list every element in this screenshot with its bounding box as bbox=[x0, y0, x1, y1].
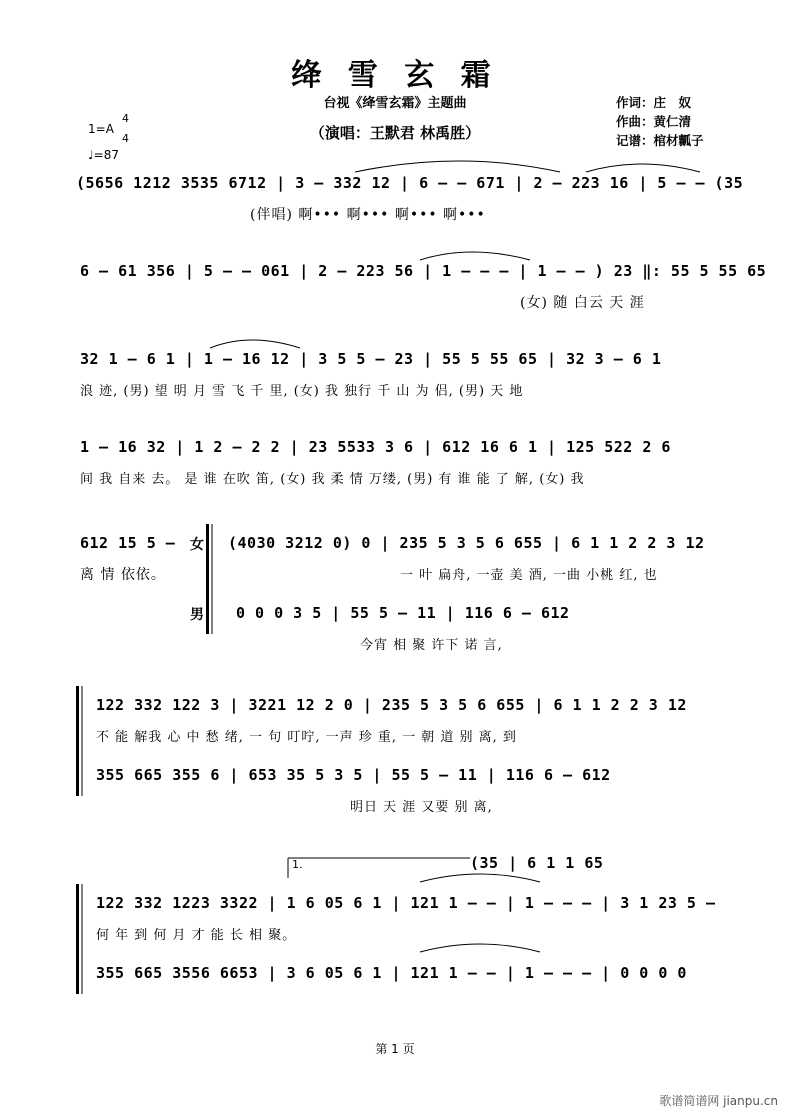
system-6-female-notes: 122 332 122 3 | 3221 12 2 0 | 235 5 3 5 6 655 | 6 1 1 2 2 3 12 bbox=[96, 696, 687, 714]
system-2-lyrics: (女) 随 白云 天 涯 bbox=[520, 295, 645, 311]
male-part-label: 男 bbox=[190, 607, 204, 623]
slur bbox=[586, 164, 700, 172]
duet-bracket-1 bbox=[206, 524, 209, 634]
system-6-male-notes: 355 665 355 6 | 653 35 5 3 5 | 55 5 – 11 | 116 6 – 612 bbox=[96, 766, 611, 784]
system-3-lyrics: 浪 迹, (男) 望 明 月 雪 飞 千 里, (女) 我 独行 千 山 为 侣, (男) 天 地 bbox=[80, 384, 524, 399]
system-6-male-lyrics: 明日 天 涯 又要 别 离, bbox=[350, 800, 493, 815]
singers: （演唱：王默君 林禹胜） bbox=[309, 124, 481, 142]
system-7-top-notes: (35 | 6 1 1 65 bbox=[470, 854, 604, 872]
system-3-notes: 32 1 – 6 1 | 1 – 16 12 | 3 5 5 – 23 | 55 5 55 65 | 32 3 – 6 1 bbox=[80, 350, 662, 368]
system-1-notes: (5656 1212 3535 6712 | 3 – 332 12 | 6 – – 671 | 2 – 223 16 | 5 – – (35 bbox=[76, 174, 744, 192]
system-5-male-notes: 0 0 0 3 5 | 55 5 – 11 | 116 6 – 612 bbox=[236, 604, 570, 622]
female-part-label: 女 bbox=[190, 537, 204, 553]
system-5-lyrics: 离 情 依依。 bbox=[80, 567, 166, 583]
system-7-female-lyrics: 何 年 到 何 月 才 能 长 相 聚。 bbox=[96, 928, 297, 943]
volta-ending-1: 1. bbox=[292, 858, 303, 871]
system-1-lyrics: (伴唱) 啊••• 啊••• 啊••• 啊••• bbox=[250, 207, 486, 223]
site-watermark: 歌谱简谱网 jianpu.cn bbox=[659, 1094, 778, 1108]
system-4-notes: 1 – 16 32 | 1 2 – 2 2 | 23 5533 3 6 | 612 16 6 1 | 125 522 2 6 bbox=[80, 438, 671, 456]
slur bbox=[210, 340, 300, 348]
system-5-male-lyrics: 今宵 相 聚 许下 诺 言, bbox=[360, 638, 503, 653]
page-number: 第 1 页 bbox=[375, 1042, 415, 1056]
system-7-male-notes: 355 665 3556 6653 | 3 6 05 6 1 | 121 1 – – | 1 – – – | 0 0 0 0 bbox=[96, 964, 687, 982]
system-7-female-notes: 122 332 1223 3322 | 1 6 05 6 1 | 121 1 – – | 1 – – – | 3 1 23 5 – bbox=[96, 894, 716, 912]
quarter-note-icon: ♩ bbox=[88, 148, 94, 162]
composer-credit: 作曲：黄仁清 bbox=[616, 114, 692, 129]
time-signature-top: 4 bbox=[122, 112, 129, 125]
system-4-lyrics: 间 我 自来 去。 是 谁 在吹 笛, (女) 我 柔 情 万缕, (男) 有 谁 能 了 解, (女) 我 bbox=[80, 472, 585, 487]
system-5-notes: 612 15 5 – bbox=[80, 534, 176, 552]
system-2-notes: 6 – 61 356 | 5 – – 061 | 2 – 223 56 | 1 – – – | 1 – – ) 23 ‖: 55 5 55 65 bbox=[80, 262, 767, 280]
subtitle: 台视《绛雪玄霜》主题曲 bbox=[323, 96, 467, 111]
system-6-female-lyrics: 不 能 解我 心 中 愁 绪, 一 句 叮咛, 一声 珍 重, 一 朝 道 别 离, 到 bbox=[96, 730, 517, 745]
slur bbox=[355, 161, 560, 172]
duet-bracket-2 bbox=[76, 686, 79, 796]
slur bbox=[420, 944, 540, 952]
slur bbox=[420, 252, 530, 260]
system-5-female-notes: (4030 3212 0) 0 | 235 5 3 5 6 655 | 6 1 1 2 2 3 12 bbox=[228, 534, 705, 552]
tempo-value: =87 bbox=[93, 148, 119, 162]
page-title: 绛 雪 玄 霜 bbox=[291, 58, 499, 93]
key-signature: 1=A bbox=[88, 122, 114, 136]
time-signature-bottom: 4 bbox=[122, 132, 129, 145]
slur bbox=[420, 874, 540, 882]
lyricist-credit: 作词：庄 奴 bbox=[616, 95, 692, 110]
duet-bracket-3 bbox=[76, 884, 79, 994]
transcriber-credit: 记谱：棺材瓤子 bbox=[616, 133, 704, 148]
system-5-female-lyrics: 一 叶 扁舟, 一壶 美 酒, 一曲 小桃 红, 也 bbox=[400, 568, 658, 583]
